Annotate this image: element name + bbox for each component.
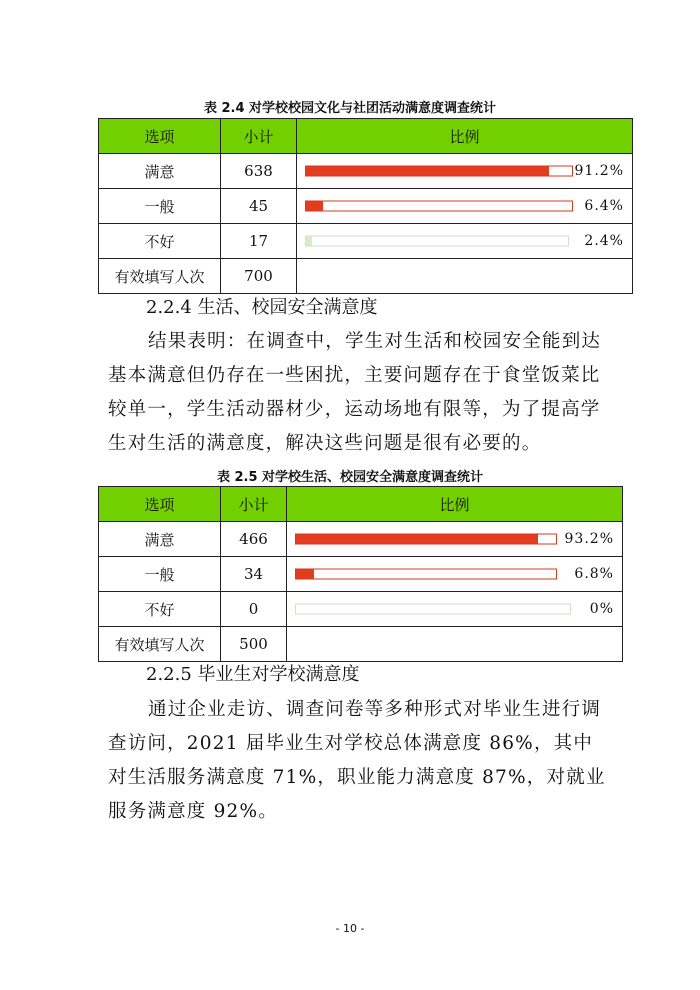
table-header-row [99, 119, 633, 154]
percent-value: 0% [589, 601, 614, 617]
ratio-cell [297, 189, 633, 224]
ratio-cell [297, 154, 633, 189]
count-value: 34 [221, 557, 287, 592]
count-value: 45 [221, 189, 297, 224]
table-2-4-caption: 表 2.4 对学校校园文化与社团活动满意度调查统计 [203, 101, 497, 116]
option-label: 一般 [99, 557, 221, 592]
count-value: 17 [221, 224, 297, 259]
table-2-4 [98, 118, 633, 294]
table-row [99, 557, 623, 592]
total-label: 有效填写人次 [99, 259, 221, 294]
ratio-bar-track [295, 569, 557, 580]
ratio-cell [287, 592, 623, 627]
total-count: 700 [221, 259, 297, 294]
option-label: 满意 [99, 154, 221, 189]
header-option: 选项 [99, 487, 221, 522]
header-count: 小计 [221, 487, 287, 522]
ratio-bar-track [305, 201, 573, 212]
percent-value: 6.4% [584, 198, 624, 214]
ratio-bar-track [305, 236, 569, 247]
ratio-bar-fill [296, 570, 314, 579]
count-value: 0 [221, 592, 287, 627]
percent-value: 6.8% [574, 566, 614, 582]
table-row [99, 592, 623, 627]
total-count: 500 [221, 627, 287, 662]
paragraph-text: 结果表明：在调查中，学生对生活和校园安全能到达基本满意但仍存在一些困扰，主要问题存在于食堂饭菜比较单一，学生活动器材少，运动场地有限等，为了提高学生对生活的满意度，解决这些问题是很有必要的。 [108, 331, 602, 454]
percent-value: 93.2% [564, 531, 614, 547]
paragraph-text: 通过企业走访、调查问卷等多种形式对毕业生进行调查访问，2021 届毕业生对学校总体满意度 86%，其中对生活服务满意度 71%，职业能力满意度 87%，对就业服务满意度 92%。 [108, 699, 606, 822]
count-value: 638 [221, 154, 297, 189]
percent-value: 2.4% [584, 233, 624, 249]
percent-value: 91.2% [574, 163, 624, 179]
ratio-cell [287, 557, 623, 592]
table-total-row [99, 627, 623, 662]
ratio-cell [297, 224, 633, 259]
section-2-2-5-heading: 2.2.5 毕业生对学校满意度 [146, 664, 360, 685]
header-count: 小计 [221, 119, 297, 154]
ratio-bar-track [295, 604, 571, 615]
total-label: 有效填写人次 [99, 627, 221, 662]
ratio-bar-fill [296, 535, 538, 544]
header-ratio: 比例 [287, 487, 623, 522]
option-label: 一般 [99, 189, 221, 224]
ratio-bar-fill [306, 202, 323, 211]
ratio-bar-track [305, 166, 573, 177]
option-label: 不好 [99, 592, 221, 627]
total-ratio-empty [297, 259, 633, 294]
total-ratio-empty [287, 627, 623, 662]
table-row [99, 522, 623, 557]
header-ratio: 比例 [297, 119, 633, 154]
table-row [99, 189, 633, 224]
ratio-cell [287, 522, 623, 557]
page-number: - 10 - [335, 922, 365, 935]
header-option: 选项 [99, 119, 221, 154]
table-2-5 [98, 486, 623, 662]
table-row [99, 154, 633, 189]
section-2-2-5-paragraph [108, 693, 608, 829]
option-label: 不好 [99, 224, 221, 259]
table-total-row [99, 259, 633, 294]
ratio-bar-track [295, 534, 557, 545]
table-row [99, 224, 633, 259]
ratio-bar-fill [306, 237, 312, 246]
count-value: 466 [221, 522, 287, 557]
section-2-2-4-heading: 2.2.4 生活、校园安全满意度 [146, 297, 378, 318]
ratio-bar-fill [306, 167, 549, 176]
table-header-row [99, 487, 623, 522]
option-label: 满意 [99, 522, 221, 557]
table-2-5-caption: 表 2.5 对学校生活、校园安全满意度调查统计 [216, 470, 484, 485]
section-2-2-4-paragraph [108, 325, 608, 461]
